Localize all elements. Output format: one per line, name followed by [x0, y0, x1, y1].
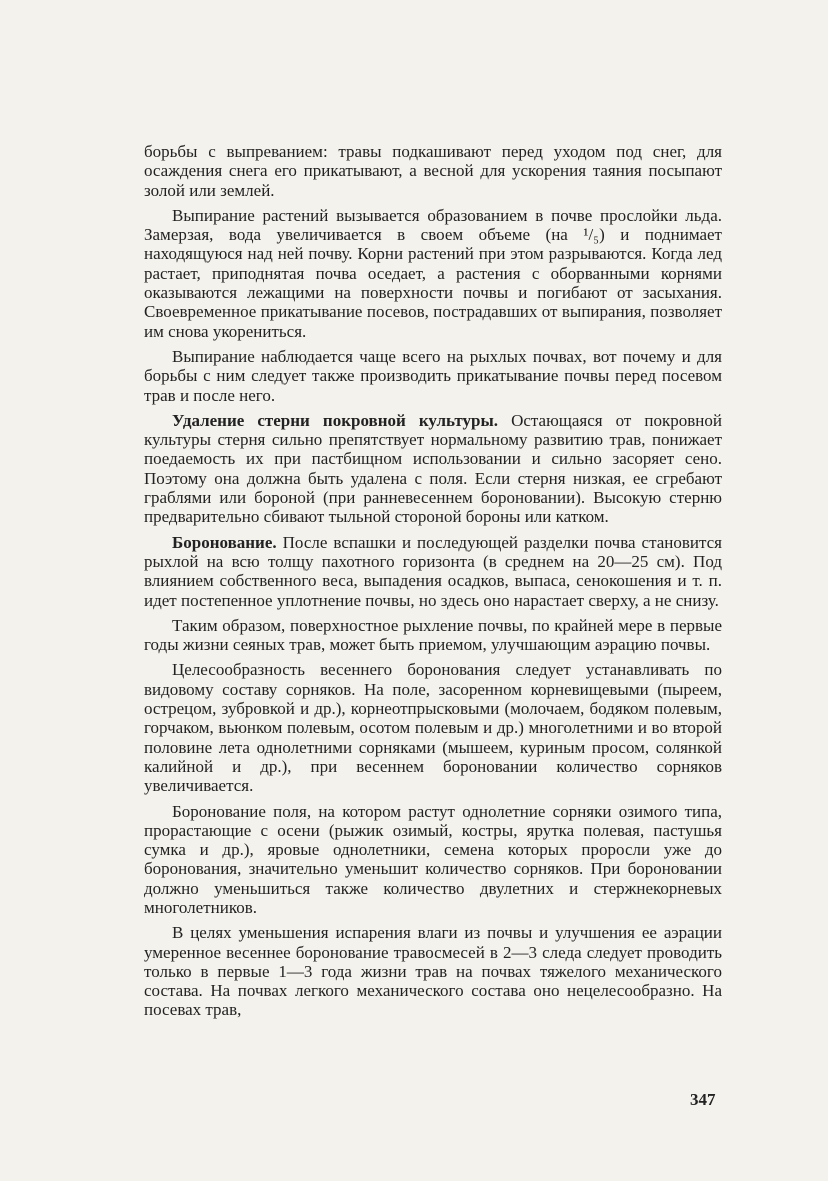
paragraph-text: В целях уменьшения испарения влаги из почвы и улучшения ее аэрации умеренное весеннее боронование травосмесей в 2—3 следа следует проводить только в первые 1—3 года жизни трав на почвах тяжелого механического состава. На почвах легкого механического состава оно нецелесообразно. На посевах трав,	[144, 923, 722, 1020]
paragraph-text: Остающаяся от покровной культуры стерня сильно препятствует нормальному развитию трав, понижает поедаемость их при пастбищном использовании и сильно засоряет сено. Поэтому она должна быть удалена с поля. Если стерня низкая, ее сгребают граблями или бороной (при ранневесеннем бороновании). Высокую стерню предварительно сбивают тыльной стороной бороны или катком.	[144, 410, 722, 527]
section-heading: Боронование.	[172, 532, 277, 552]
paragraph	[144, 142, 722, 200]
paragraph	[144, 206, 722, 341]
paragraph	[144, 347, 722, 405]
paragraph-text: Таким образом, поверхностное рыхление почвы, по крайней мере в первые годы жизни сеяных трав, может быть приемом, улучшающим аэрацию почвы.	[144, 615, 722, 655]
paragraph-text: Выпирание наблюдается чаще всего на рыхлых почвах, вот почему и для борьбы с ним следует также производить прикатывание почвы перед посевом трав и после него.	[144, 346, 722, 405]
paragraph-text: Выпирание растений вызывается образованием в почве прослойки льда. Замерзая, вода увеличивается в своем объеме (на ¹/₅) и поднимает находящуюся над ней почву. Корни растений при этом разрываются. Когда лед растает, приподнятая почва оседает, а растения с оборванными корнями оказываются лежащими на поверхности почвы и погибают от засыхания. Своевременное прикатывание посевов, пострадавших от выпирания, позволяет им снова укорениться.	[144, 205, 722, 341]
paragraph	[144, 923, 722, 1019]
paragraph-text: борьбы с выпреванием: травы подкашивают перед уходом под снег, для осаждения снега его прикатывают, а весной для ускорения таяния посыпают золой или землей.	[144, 142, 722, 200]
page-number: 347	[690, 1090, 716, 1109]
paragraph-text: Боронование поля, на котором растут однолетние сорняки озимого типа, прорастающие с осени (рыжик озимый, костры, ярутка полевая, пастушья сумка и др.), яровые однолетники, семена которых проросли уже до боронования, значительно уменьшит количество сорняков. При бороновании должно уменьшиться также количество двулетних и стержнекорневых многолетников.	[144, 801, 722, 917]
paragraph	[144, 660, 722, 795]
paragraph	[144, 616, 722, 655]
body-text	[144, 142, 722, 1026]
paragraph	[144, 411, 722, 527]
paragraph	[144, 533, 722, 610]
paragraph-text: Целесообразность весеннего боронования следует устанавливать по видовому составу сорняков. На поле, засоренном корневищевыми (пыреем, острецом, зубровкой и др.), корнеотпрысковыми (молочаем, бодяком полевым, горчаком, вьюнком полевым, осотом полевым и др.) многолетними и во второй половине лета однолетними сорняками (мышеем, куриным просом, солянкой калийной и др.), при весеннем бороновании количество сорняков увеличивается.	[144, 660, 722, 796]
paragraph	[144, 802, 722, 918]
paragraph-text: После вспашки и последующей разделки почва становится рыхлой на всю толщу пахотного горизонта (в среднем на 20—25 см). Под влиянием собственного веса, выпадения осадков, выпаса, сенокошения и т. п. идет постепенное уплотнение почвы, но здесь оно нарастает сверху, а не снизу.	[144, 532, 722, 610]
section-heading: Удаление стерни покровной культуры.	[172, 410, 498, 430]
